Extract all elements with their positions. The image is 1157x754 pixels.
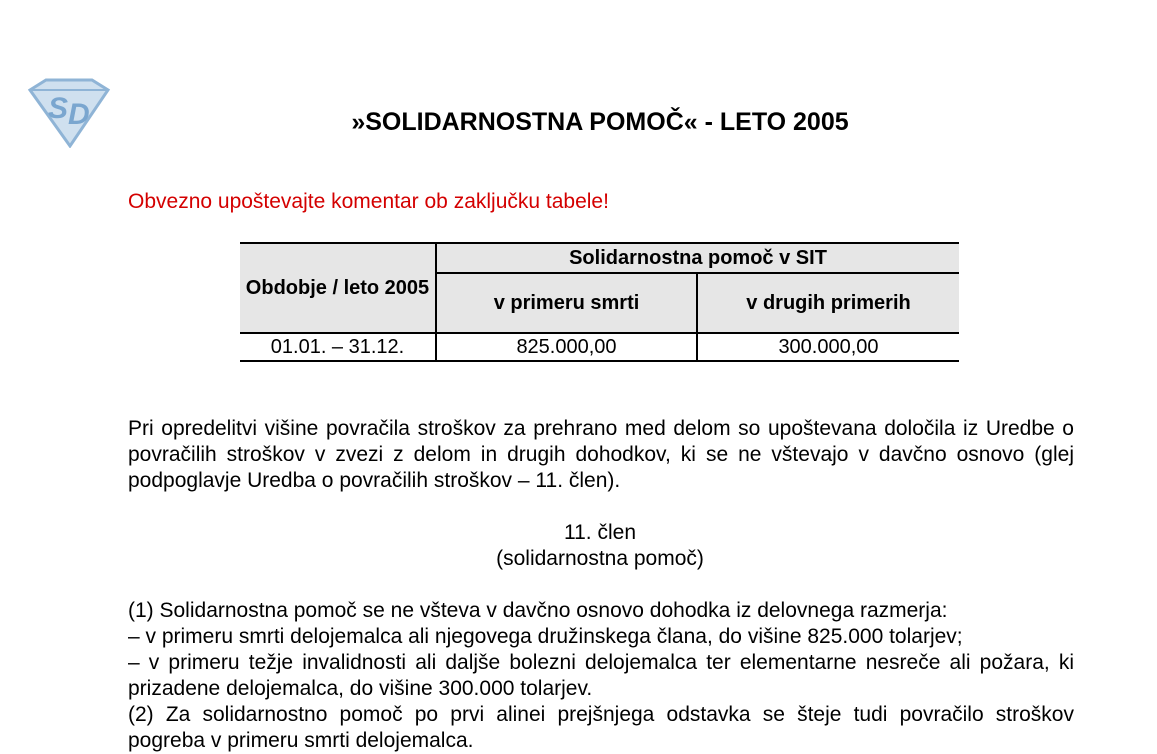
cell-death: 825.000,00: [436, 333, 697, 361]
table-row: [240, 333, 959, 361]
header-other: v drugih primerih: [697, 273, 959, 333]
article-number: 11. člen: [564, 521, 636, 544]
law-indent-2: – v primeru težje invalidnosti ali daljše bolezni delojemalca ter elementarne nesreče ali požara, ki prizadene delojemalca, do višine 300.000 tolarjev.: [128, 651, 1074, 700]
header-group: Solidarnostna pomoč v SIT: [436, 243, 959, 273]
intro-paragraph: Pri opredelitvi višine povračila stroškov za prehrano med delom so upoštevana določila iz Uredbe o povračilih stroškov v zvezi z delom in drugih dohodkov, ki se ne vštevajo v davčno osnovo (glej podpoglavje Uredba o povračilih stroškov – 11. člen).: [128, 417, 1074, 492]
article-subtitle: (solidarnostna pomoč): [496, 547, 704, 570]
law-paragraph-2: (2) Za solidarnostno pomoč po prvi alinei prejšnjega odstavka se šteje tudi povračilo stroškov pogreba v primeru smrti delojemalca.: [128, 703, 1074, 752]
law-text: [128, 598, 1074, 754]
law-indent-1: – v primeru smrti delojemalca ali njegovega družinskega člana, do višine 825.000 tolarjev;: [128, 625, 963, 648]
svg-text:S: S: [48, 92, 69, 125]
header-period: Obdobje / leto 2005: [240, 243, 436, 333]
header-death: v primeru smrti: [436, 273, 697, 333]
page-title: »SOLIDARNOSTNA POMOČ« - LETO 2005: [351, 108, 849, 136]
svg-text:D: D: [68, 98, 90, 131]
cell-other: 300.000,00: [697, 333, 959, 361]
solidarity-table: [240, 242, 959, 362]
cell-period: 01.01. – 31.12.: [240, 333, 436, 361]
warning-notice: Obvezno upoštevajte komentar ob zaključku tabele!: [128, 190, 609, 213]
law-paragraph-1: (1) Solidarnostna pomoč se ne všteva v davčno osnovo dohodka iz delovnega razmerja:: [128, 599, 948, 622]
